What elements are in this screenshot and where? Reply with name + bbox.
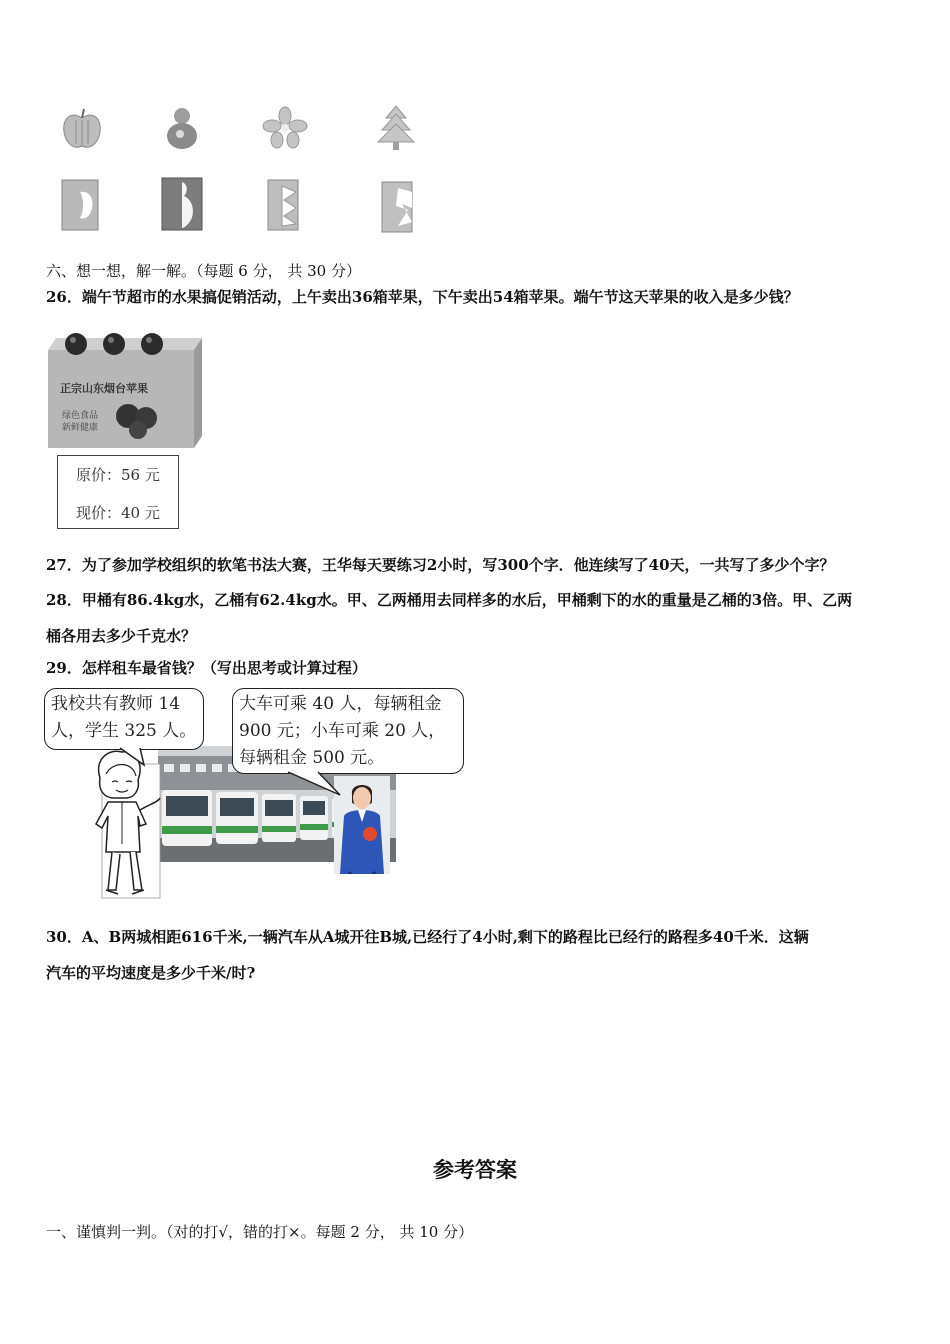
- speech-bubble-teacher: [44, 688, 204, 750]
- apple-box-tag1: 绿色食品: [62, 411, 99, 421]
- cutout-gourd-icon: [160, 176, 204, 232]
- question-29: 29．怎样租车最省钱？（写出思考或计算过程）: [46, 659, 367, 677]
- apple-box-tag2: 新鲜健康: [62, 423, 99, 433]
- question-28-line2: 桶各用去多少千克水？: [46, 627, 197, 645]
- bubble-attendant-line3: 每辆租金 500 元。: [239, 748, 385, 768]
- apple-box-brand: 正宗山东烟台苹果: [60, 382, 148, 395]
- tree-icon: [376, 104, 416, 152]
- bubble-teacher-tail: [118, 747, 148, 771]
- flower-icon: [262, 106, 308, 150]
- price-box: [57, 455, 179, 529]
- question-28-line1: 28．甲桶有86.4kg水，乙桶有62.4kg水。甲、乙两桶用去同样多的水后，甲桶剩下的水的重量是乙桶的3倍。甲、乙两: [46, 591, 853, 609]
- cutout-flower-icon: [266, 178, 300, 232]
- answer-title: 参考答案: [433, 1158, 517, 1182]
- apple-icon: [60, 106, 104, 152]
- bubble-teacher-line1: 我校共有教师 14: [51, 694, 181, 714]
- original-price: 原价：56 元: [76, 466, 160, 484]
- bubble-attendant-tail: [286, 771, 342, 801]
- cutout-tree-icon: [380, 180, 414, 234]
- question-30-line2: 汽车的平均速度是多少千米/时?: [46, 964, 256, 982]
- bus-attendant-photo: [334, 776, 390, 878]
- question-30-line1: 30．A、B两城相距616千米,一辆汽车从A城开往B城,已经行了4小时,剩下的路程比已经行的路程多40千米．这辆: [46, 928, 809, 946]
- bubble-attendant-line2: 900 元；小车可乘 20 人，: [239, 721, 446, 741]
- gourd-icon: [162, 104, 202, 152]
- bubble-attendant-line1: 大车可乘 40 人，每辆租金: [239, 694, 442, 714]
- question-26: 26．端午节超市的水果搞促销活动，上午卖出36箱苹果，下午卖出54箱苹果。端午节这天苹果的收入是多少钱？: [46, 288, 799, 306]
- bubble-teacher-line2: 人，学生 325 人。: [51, 721, 197, 741]
- cutout-apple-icon: [60, 178, 100, 232]
- section-heading: 六、想一想，解一解。（每题 6 分， 共 30 分）: [46, 262, 361, 280]
- question-27: 27．为了参加学校组织的软笔书法大赛，王华每天要练习2小时，写300个字．他连续写了40天，一共写了多少个字？: [46, 556, 835, 574]
- speech-bubble-attendant: [232, 688, 464, 774]
- answer-section-heading: 一、谨慎判一判。（对的打√，错的打×。每题 2 分， 共 10 分）: [46, 1223, 474, 1241]
- current-price: 现价：40 元: [76, 504, 160, 522]
